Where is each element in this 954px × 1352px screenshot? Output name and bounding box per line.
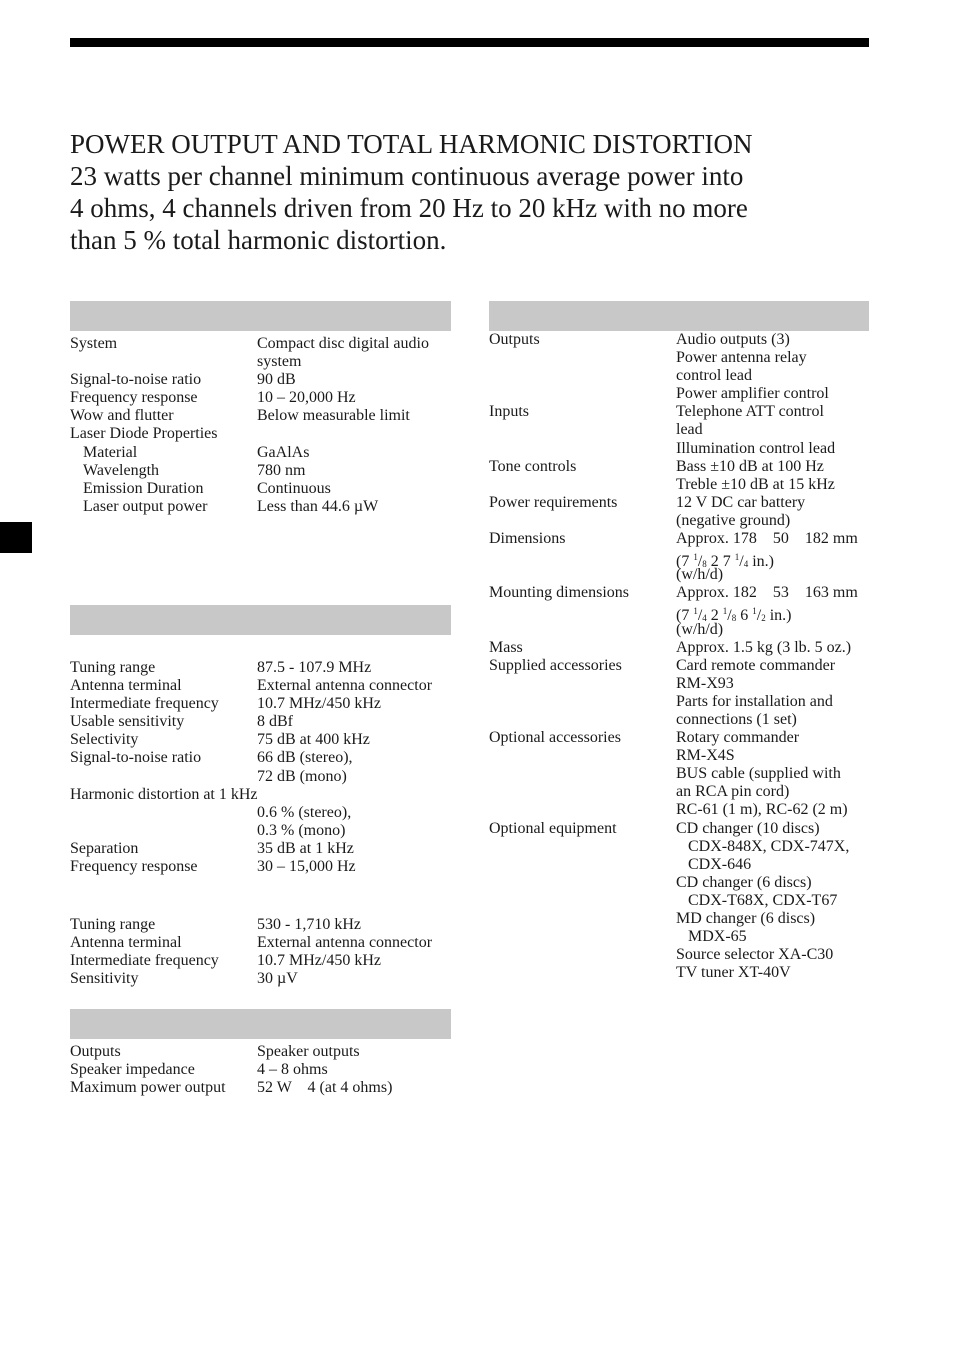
- spec-value: Speaker outputs: [257, 1043, 360, 1060]
- spec-value: RC-61 (1 m), RC-62 (2 m): [676, 801, 848, 819]
- spec-row: [489, 621, 879, 639]
- spec-label: Supplied accessories: [489, 656, 622, 674]
- cd-player-specs: [70, 335, 460, 516]
- spec-row: [70, 425, 460, 443]
- spec-row: [489, 385, 879, 403]
- spec-value: 10.7 MHz/450 kHz: [257, 695, 381, 713]
- spec-value: (w/h/d): [676, 620, 724, 638]
- spec-value: 30 µV: [257, 970, 298, 988]
- spec-value: Power amplifier control: [676, 385, 829, 403]
- spec-row: [489, 403, 879, 421]
- spec-value: TV tuner XT-40V: [676, 964, 791, 982]
- spec-value: Source selector XA-C30: [676, 946, 834, 964]
- spec-value: Card remote commander: [676, 656, 836, 674]
- spec-row: [70, 498, 460, 516]
- spec-value: Illumination control lead: [676, 439, 836, 457]
- spec-row: [489, 476, 879, 494]
- spec-row: [489, 657, 879, 675]
- spec-row: [489, 693, 879, 711]
- spec-row: [70, 768, 460, 786]
- spec-label: Power requirements: [489, 493, 618, 511]
- spec-row: [70, 1079, 460, 1097]
- spec-row: [489, 874, 879, 892]
- spec-row: [489, 946, 879, 964]
- spec-label: Optional accessories: [489, 729, 621, 747]
- spec-row: [489, 421, 879, 439]
- spec-row: [70, 444, 460, 462]
- spec-label: Laser output power: [83, 497, 208, 515]
- spec-value: system: [257, 353, 302, 371]
- spec-value: External antenna connector: [257, 677, 433, 695]
- spec-value: RM-X4S: [676, 747, 735, 765]
- spec-value: Rotary commander: [676, 729, 800, 747]
- spec-row: [70, 1061, 460, 1079]
- spec-label: Separation: [70, 839, 139, 857]
- spec-row: [489, 584, 879, 602]
- spec-row: [489, 602, 879, 625]
- spec-row: [489, 964, 879, 982]
- spec-value: 90 dB: [257, 371, 296, 389]
- spec-value: 87.5 - 107.9 MHz: [257, 659, 372, 676]
- spec-row: [489, 838, 879, 856]
- spec-label: Antenna terminal: [70, 934, 182, 952]
- spec-row: [489, 367, 879, 385]
- spec-value: 12 V DC car battery: [676, 493, 806, 511]
- spec-label: Intermediate frequency: [70, 695, 219, 713]
- spec-value: (w/h/d): [676, 566, 724, 584]
- spec-row: [70, 713, 460, 731]
- spec-label: Signal-to-noise ratio: [70, 749, 202, 767]
- spec-label: Emission Duration: [83, 479, 204, 497]
- spec-label: Harmonic distortion at 1 kHz: [70, 785, 258, 803]
- spec-value: Less than 44.6 µW: [257, 497, 379, 515]
- spec-value: Treble ±10 dB at 15 kHz: [676, 475, 835, 493]
- spec-row: [489, 711, 879, 729]
- spec-value: Bass ±10 dB at 100 Hz: [676, 457, 824, 475]
- spec-value: (7 $^1/_8$ 2 7 $^1/_4$ in.): [676, 552, 775, 571]
- spec-label: Tuning range: [70, 916, 156, 933]
- spec-value: BUS cable (supplied with: [676, 765, 841, 783]
- spec-label: Mass: [489, 638, 523, 656]
- spec-label: Tone controls: [489, 457, 577, 475]
- spec-value: Parts for installation and: [676, 692, 833, 710]
- spec-row: [70, 335, 460, 353]
- top-rule: [70, 38, 869, 47]
- spec-value: 66 dB (stereo),: [257, 749, 353, 767]
- am-tuner-specs: [70, 916, 460, 988]
- spec-value: CDX-T68X, CDX-T67: [676, 891, 838, 909]
- spec-row: [489, 856, 879, 874]
- spec-row: [70, 659, 460, 677]
- spec-value: Approx. 1.5 kg (3 lb. 5 oz.): [676, 638, 852, 656]
- spec-value: 8 dBf: [257, 713, 293, 731]
- spec-row: [70, 389, 460, 407]
- spec-value: control lead: [676, 367, 752, 385]
- spec-label: Wavelength: [83, 461, 160, 479]
- spec-row: [489, 566, 879, 584]
- power-output-statement: [70, 128, 870, 256]
- spec-label: Intermediate frequency: [70, 952, 219, 970]
- spec-row: [489, 349, 879, 367]
- spec-row: [70, 858, 460, 876]
- spec-value: Approx. 182 53 163 mm: [676, 584, 858, 602]
- spec-value: 72 dB (mono): [257, 767, 347, 785]
- spec-label: Outputs: [489, 331, 540, 348]
- spec-row: [70, 749, 460, 767]
- spec-row: [489, 765, 879, 783]
- spec-value: connections (1 set): [676, 710, 797, 728]
- spec-row: [70, 786, 460, 804]
- spec-row: [489, 639, 879, 657]
- spec-label: Speaker impedance: [70, 1061, 195, 1079]
- spec-row: [70, 731, 460, 749]
- spec-label: Outputs: [70, 1043, 121, 1060]
- spec-value: RM-X93: [676, 674, 734, 692]
- general-section-bar: [489, 301, 869, 331]
- spec-value: CDX-848X, CDX-747X,: [676, 837, 850, 855]
- cd-player-section-bar: [70, 301, 451, 331]
- spec-value: (negative ground): [676, 511, 791, 529]
- spec-value: 52 W 4 (at 4 ohms): [257, 1079, 393, 1097]
- spec-value: lead: [676, 421, 703, 439]
- spec-value: 0.6 % (stereo),: [257, 803, 352, 821]
- spec-row: [70, 970, 460, 988]
- spec-label: Signal-to-noise ratio: [70, 371, 202, 389]
- spec-label: Antenna terminal: [70, 677, 182, 695]
- spec-value: CDX-646: [676, 855, 752, 873]
- spec-row: [70, 353, 460, 371]
- spec-row: [489, 530, 879, 548]
- spec-value: GaAlAs: [257, 443, 310, 461]
- spec-row: [70, 840, 460, 858]
- spec-value: Below measurable limit: [257, 407, 410, 425]
- spec-row: [489, 331, 879, 349]
- spec-row: [489, 910, 879, 928]
- spec-row: [489, 820, 879, 838]
- spec-value: 75 dB at 400 kHz: [257, 731, 370, 749]
- spec-value: MDX-65: [676, 928, 747, 946]
- spec-value: Continuous: [257, 479, 331, 497]
- section-tab-marker: [0, 522, 32, 553]
- spec-label: Sensitivity: [70, 970, 139, 988]
- spec-label: Optional equipment: [489, 819, 617, 837]
- spec-label: Maximum power output: [70, 1079, 226, 1097]
- spec-row: [70, 462, 460, 480]
- spec-value: Power antenna relay: [676, 349, 807, 367]
- amplifier-specs: [70, 1043, 460, 1097]
- spec-row: [70, 1043, 460, 1061]
- tuner-section-bar: [70, 605, 451, 635]
- spec-row: [70, 480, 460, 498]
- spec-value: 10.7 MHz/450 kHz: [257, 952, 381, 970]
- spec-row: [489, 928, 879, 946]
- spec-row: [70, 371, 460, 389]
- spec-row: [489, 729, 879, 747]
- spec-label: Frequency response: [70, 389, 198, 407]
- spec-label: Tuning range: [70, 659, 156, 676]
- spec-row: [489, 458, 879, 476]
- spec-row: [489, 675, 879, 693]
- spec-value: External antenna connector: [257, 934, 433, 952]
- spec-row: [70, 677, 460, 695]
- spec-value: 530 - 1,710 kHz: [257, 916, 361, 933]
- spec-value: 35 dB at 1 kHz: [257, 839, 354, 857]
- spec-row: [70, 822, 460, 840]
- spec-value: Approx. 178 50 182 mm: [676, 530, 858, 548]
- spec-value: MD changer (6 discs): [676, 910, 816, 927]
- spec-label: Frequency response: [70, 858, 198, 876]
- headline-line: POWER OUTPUT AND TOTAL HARMONIC DISTORTION: [70, 129, 753, 159]
- spec-label: Dimensions: [489, 530, 566, 548]
- spec-value: CD changer (6 discs): [676, 873, 812, 891]
- spec-row: [489, 548, 879, 571]
- spec-value: 0.3 % (mono): [257, 821, 346, 839]
- spec-label: System: [70, 335, 118, 352]
- spec-row: [70, 916, 460, 934]
- spec-label: Wow and flutter: [70, 407, 174, 425]
- spec-value: Audio outputs (3): [676, 331, 790, 348]
- spec-label: Selectivity: [70, 731, 139, 749]
- headline-line: than 5 % total harmonic distortion.: [70, 225, 447, 255]
- spec-value: an RCA pin cord): [676, 783, 790, 801]
- spec-row: [70, 804, 460, 822]
- spec-row: [70, 952, 460, 970]
- spec-value: Telephone ATT control: [676, 403, 824, 421]
- spec-label: Laser Diode Properties: [70, 425, 218, 443]
- spec-row: [489, 892, 879, 910]
- amplifier-section-bar: [70, 1009, 451, 1039]
- spec-value: CD changer (10 discs): [676, 819, 820, 837]
- headline-line: 23 watts per channel minimum continuous average power into: [70, 161, 744, 191]
- spec-row: [489, 494, 879, 512]
- spec-row: [489, 512, 879, 530]
- spec-label: Usable sensitivity: [70, 713, 185, 731]
- spec-value: 4 – 8 ohms: [257, 1061, 328, 1079]
- spec-value: 10 – 20,000 Hz: [257, 389, 356, 407]
- spec-value: Compact disc digital audio: [257, 335, 429, 352]
- spec-row: [70, 407, 460, 425]
- fm-tuner-specs: [70, 659, 460, 876]
- spec-row: [70, 934, 460, 952]
- spec-value: 30 – 15,000 Hz: [257, 858, 356, 876]
- spec-row: [489, 801, 879, 819]
- spec-row: [489, 440, 879, 458]
- general-specs: [489, 331, 879, 982]
- spec-value: 780 nm: [257, 461, 306, 479]
- spec-row: [489, 747, 879, 765]
- spec-row: [489, 783, 879, 801]
- spec-label: Mounting dimensions: [489, 584, 630, 602]
- spec-value: (7 $^1/_4$ 2 $^1/_8$ 6 $^1/_2$ in.): [676, 606, 792, 625]
- spec-label: Material: [83, 443, 138, 461]
- spec-label: Inputs: [489, 403, 529, 421]
- headline-line: 4 ohms, 4 channels driven from 20 Hz to 20 kHz with no more: [70, 193, 748, 223]
- spec-row: [70, 695, 460, 713]
